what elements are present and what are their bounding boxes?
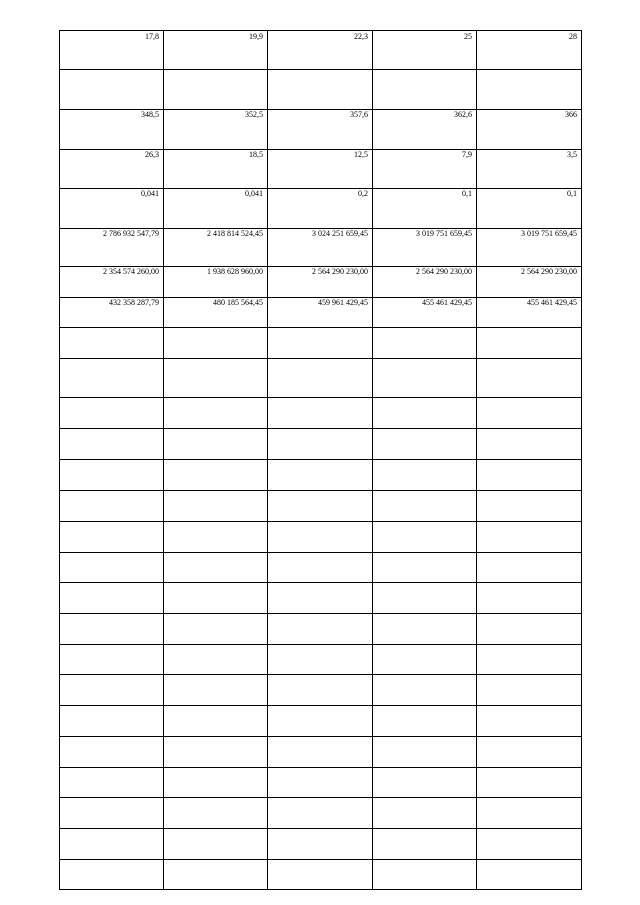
table-cell [164,328,268,359]
table-cell [60,328,164,359]
table-cell [373,768,477,798]
table-cell [268,460,373,491]
table-cell: 3 024 251 659,45 [268,229,373,267]
table-cell [164,706,268,737]
table-cell [268,70,373,110]
table-cell [60,706,164,737]
data-table [59,30,582,890]
table-cell [477,614,582,645]
table-cell [164,860,268,890]
table-cell [268,675,373,706]
table-row [60,645,582,675]
table-cell [60,798,164,829]
table-cell [373,359,477,398]
table-cell [477,491,582,522]
table-body [60,31,582,890]
table-cell [268,583,373,614]
table-row [60,768,582,798]
table-cell [268,398,373,429]
table-cell [268,359,373,398]
table-cell [164,798,268,829]
table-cell [268,860,373,890]
table-cell [373,829,477,860]
table-cell [268,522,373,553]
table-cell [60,522,164,553]
table-cell [373,675,477,706]
table-cell [164,614,268,645]
table-cell [60,737,164,768]
table-cell: 357,6 [268,110,373,150]
table-cell [268,491,373,522]
table-row [60,491,582,522]
table-cell [60,491,164,522]
table-cell [268,829,373,860]
table-cell [477,768,582,798]
table-cell: 0,1 [373,189,477,229]
table-cell [477,359,582,398]
table-cell [373,553,477,583]
table-row [60,675,582,706]
table-cell [373,798,477,829]
table-cell: 28 [477,31,582,70]
table-row [60,614,582,645]
table-cell: 3 019 751 659,45 [373,229,477,267]
table-cell [477,737,582,768]
table-cell: 432 358 287,79 [60,298,164,328]
table-row [60,737,582,768]
table-cell [373,583,477,614]
table-row [60,829,582,860]
table-cell [373,614,477,645]
table-row [60,31,582,70]
table-cell: 455 461 429,45 [477,298,582,328]
table-row [60,229,582,267]
table-cell: 348,5 [60,110,164,150]
table-cell: 19,9 [164,31,268,70]
table-cell [477,798,582,829]
table-cell [164,645,268,675]
table-cell [164,583,268,614]
table-cell [477,553,582,583]
table-cell [60,429,164,460]
table-row [60,706,582,737]
table-cell: 3,5 [477,150,582,189]
table-cell [373,398,477,429]
table-cell [60,675,164,706]
table-row [60,328,582,359]
table-cell [164,460,268,491]
table-cell [60,860,164,890]
table-cell [60,645,164,675]
table-cell [164,737,268,768]
table-cell: 480 185 564,45 [164,298,268,328]
table-row [60,553,582,583]
table-cell [268,798,373,829]
table-row [60,798,582,829]
table-cell: 1 938 628 960,00 [164,267,268,298]
table-row [60,150,582,189]
table-cell [477,70,582,110]
table-cell: 17,8 [60,31,164,70]
table-cell [60,70,164,110]
table-cell: 18,5 [164,150,268,189]
table-cell: 2 564 290 230,00 [268,267,373,298]
table-cell [373,460,477,491]
table-cell: 2 786 932 547,79 [60,229,164,267]
table-cell [477,398,582,429]
table-cell: 2 354 574 260,00 [60,267,164,298]
table-row [60,189,582,229]
table-cell [268,429,373,460]
table-cell: 0,041 [60,189,164,229]
table-cell [268,614,373,645]
table-cell: 366 [477,110,582,150]
table-cell [60,359,164,398]
table-cell [60,829,164,860]
table-cell [164,429,268,460]
table-cell: 26,3 [60,150,164,189]
table-cell [268,645,373,675]
table-cell [373,70,477,110]
table-cell: 2 564 290 230,00 [373,267,477,298]
table-cell [373,860,477,890]
table-row [60,429,582,460]
table-row [60,359,582,398]
table-cell: 0,1 [477,189,582,229]
table-cell [268,553,373,583]
table-cell [373,328,477,359]
table-cell [373,706,477,737]
table-cell [60,583,164,614]
table-cell [373,522,477,553]
table-cell [477,675,582,706]
table-cell [164,768,268,798]
table-row [60,583,582,614]
table-row [60,398,582,429]
table-cell [477,829,582,860]
table-cell [373,737,477,768]
table-cell [164,398,268,429]
table-cell: 2 564 290 230,00 [477,267,582,298]
table-cell [268,706,373,737]
table-cell [164,675,268,706]
table-cell: 3 019 751 659,45 [477,229,582,267]
table-cell [60,768,164,798]
table-cell [60,460,164,491]
table-cell [164,829,268,860]
table-cell: 7,9 [373,150,477,189]
table-cell [164,522,268,553]
table-row [60,267,582,298]
table-cell [477,429,582,460]
table-cell [164,553,268,583]
table-cell [477,460,582,491]
table-cell [268,328,373,359]
table-cell: 0,2 [268,189,373,229]
table-row [60,298,582,328]
table-cell [477,522,582,553]
table-cell: 2 418 814 524,45 [164,229,268,267]
table-cell: 0,041 [164,189,268,229]
table-row [60,860,582,890]
table-cell [268,737,373,768]
table-cell: 22,3 [268,31,373,70]
table-cell: 455 461 429,45 [373,298,477,328]
table-row [60,522,582,553]
table-cell [477,706,582,737]
table-cell [373,491,477,522]
table-cell [477,328,582,359]
table-row [60,110,582,150]
table-cell [373,429,477,460]
table-cell [164,491,268,522]
table-cell: 362,6 [373,110,477,150]
table-cell: 12,5 [268,150,373,189]
table-cell: 25 [373,31,477,70]
table-cell [477,860,582,890]
table-cell [164,359,268,398]
table-cell: 352,5 [164,110,268,150]
table-cell: 459 961 429,45 [268,298,373,328]
table-cell [373,645,477,675]
table-cell [60,398,164,429]
table-cell [60,553,164,583]
table-cell [164,70,268,110]
table-cell [477,645,582,675]
table-cell [477,583,582,614]
table-row [60,70,582,110]
table-row [60,460,582,491]
table-cell [268,768,373,798]
table-cell [60,614,164,645]
